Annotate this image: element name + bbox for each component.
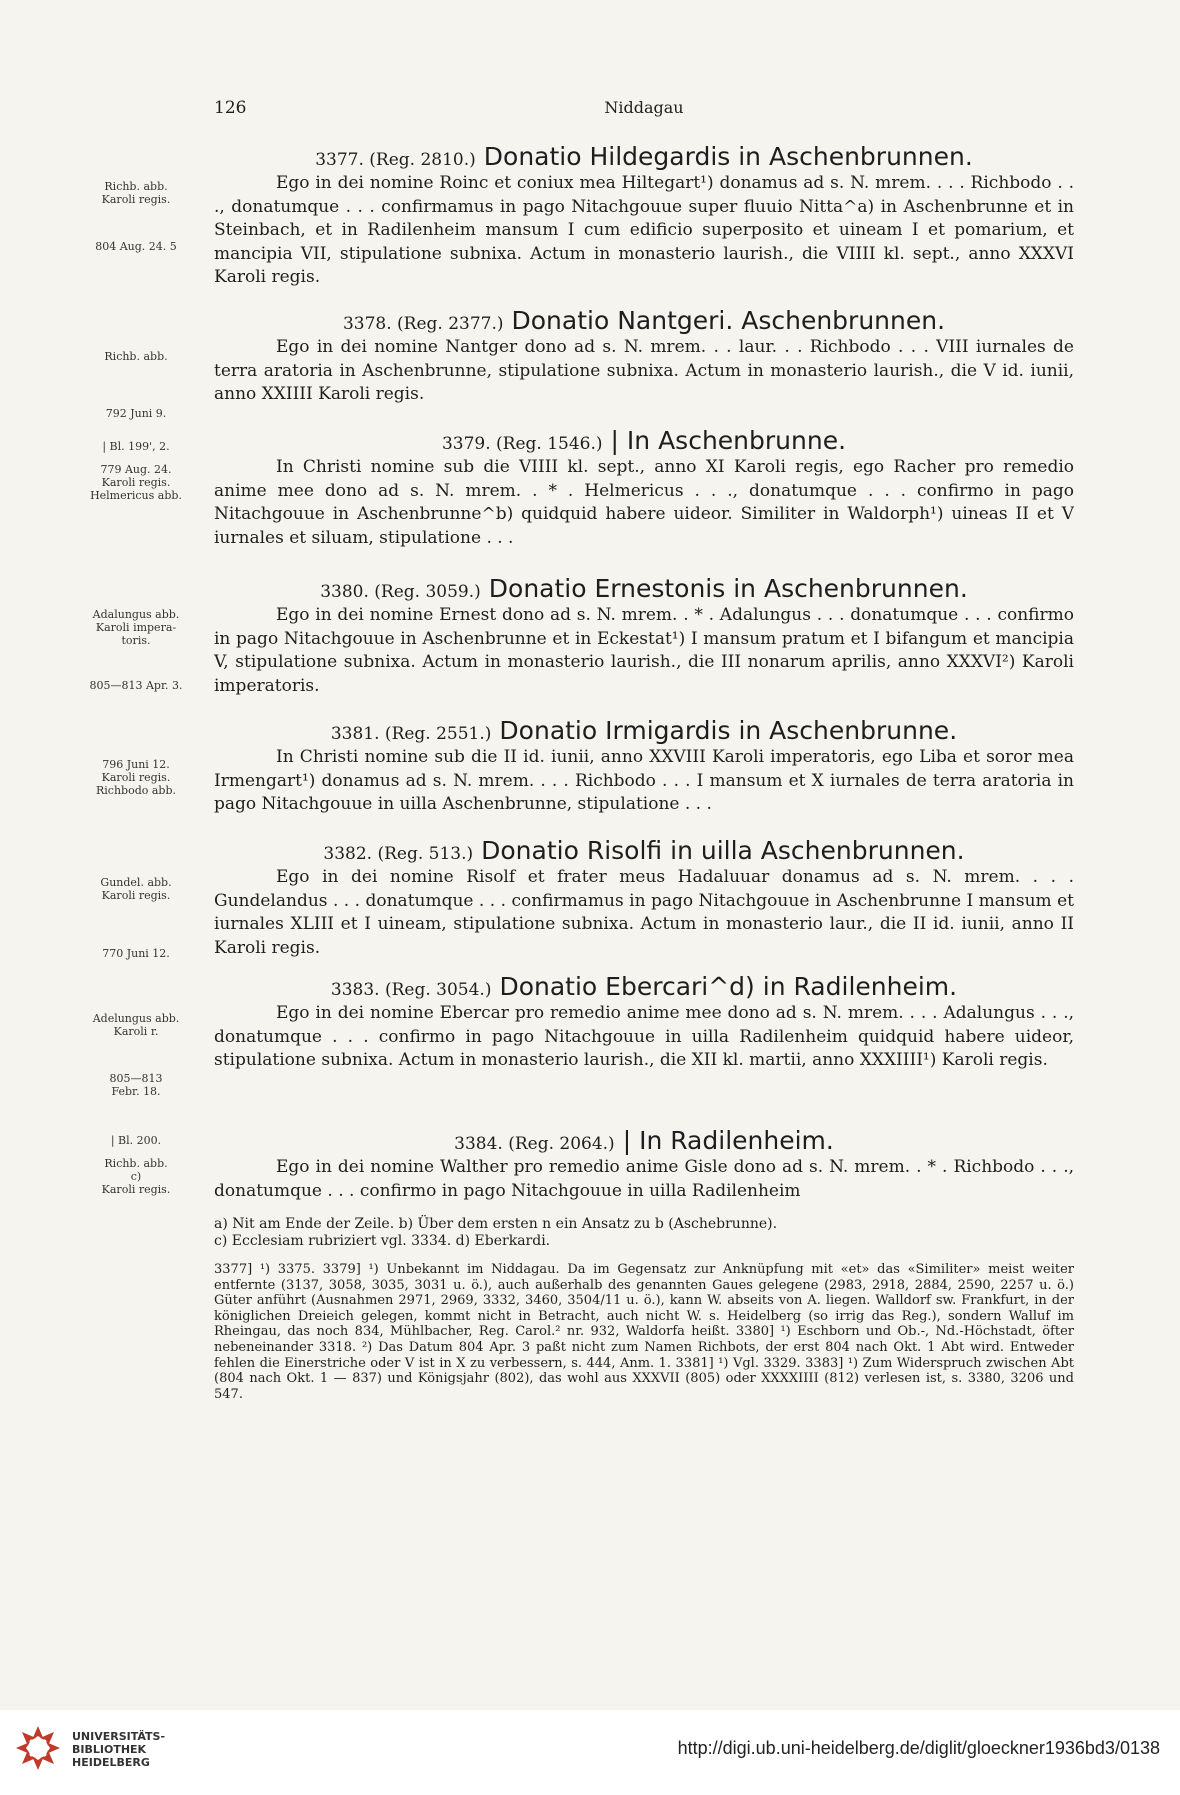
- entry-text: Ego in dei nomine Walther pro remedio anime Gisle dono ad s. N. mrem. . * . Richbodo . . ., donatumque . . . confirmo in pago Nitachgouue in uilla Radilenheim: [214, 1157, 1074, 1201]
- entry-title: 3381. (Reg. 2551.) Donatio Irmigardis in Aschenbrunne.: [330, 716, 958, 745]
- entry-text: Ego in dei nomine Risolf et frater meus Hadaluuar donamus ad s. N. mrem. . . . Gundelandus . . . donatumque . . . confirmamus in pago Nitachgouue in Aschenbrunne I mansum et iurnales XLIII et I uineam, stipulatione subnixa. Actum in monasterio laur., die II id. iunii, anno II Karoli regis.: [214, 867, 1074, 958]
- entry-text: Ego in dei nomine Roinc et coniux mea Hiltegart¹) donamus ad s. N. mrem. . . . Richbodo . . ., donatumque . . . confirmamus in pago Nitachgouue super fluuio Nitta^a) in Aschenbrunne et in Steinbach, et in Radilenheim mansum I cum edificio superposito et uineam I et pomarium, et mancipia VII, stipulatione subnixa. Actum in monasterio laurish., die VIIII kl. sept., anno XXXVI Karoli regis.: [214, 173, 1074, 288]
- commentary-notes: 3377] ¹) 3375. 3379] ¹) Unbekannt im Niddagau. Da im Gegensatz zur Anknüpfung mit «et» das «Similiter» meist weiter entfernte (3137, 3058, 3035, 3031 u. ö.), auch außerhalb des genannten Gaues gelegene (2983, 2918, 2884, 2590, 2257 u. ö.) Güter anführt (Ausnahmen 2971, 2969, 3332, 3460, 3504/11 u. ö.), kann W. abseits von A. liegen. Walldorf sw. Frankfurt, in der königlichen Dreieich gelegen, kommt nicht in Betracht, auch nicht W. s. Heidelberg (so irrig das Reg.), sondern Walluf im Rheingau, das noch 834, Mühlbacher, Reg. Carol.² nr. 932, Waldorfa heißt. 3380] ¹) Eschborn und Ob.-, Nd.-Höchstadt, öfter nebeneinander 3318. ²) Das Datum 804 Apr. 3 paßt nicht zum Namen Richbots, der erst 804 nach Okt. 1 Abt wird. Entweder fehlen die Einerstriche oder V ist in X zu verbessern, s. 444, Anm. 1. 3381] ¹) Vgl. 3329. 3383] ¹) Zum Widerspruch zwischen Abt (804 nach Okt. 1 — 837) und Königsjahr (802), das wohl aus XXXVII (805) oder XXXXIIII (812) verlesen ist, s. 3380, 3206 und 547.: [214, 1262, 1074, 1402]
- entry-title: 3377. (Reg. 2810.) Donatio Hildegardis in Aschenbrunnen.: [315, 142, 973, 171]
- page-number: 126: [214, 98, 247, 118]
- margin-notes: | Bl. 199', 2. 779 Aug. 24. Karoli regis. Helmericus abb.: [90, 440, 182, 502]
- charter-entry: [214, 836, 1074, 985]
- charter-entry: [214, 142, 1074, 291]
- entry-title: 3383. (Reg. 3054.) Donatio Ebercari^d) in Radilenheim.: [330, 972, 958, 1001]
- entry-text: Ego in dei nomine Ebercar pro remedio anime mee dono ad s. N. mrem. . . . Adalungus . . ., donatumque . . . confirmo in pago Nitachgouue in uilla Radilenheim quidquid habere uideor, stipulatione subnixa. Actum in monasterio laurish., die XII kl. martii, anno XXXIIII¹) Karoli regis.: [214, 1003, 1074, 1071]
- margin-notes: Gundel. abb. Karoli regis. 770 Juni 12.: [100, 876, 172, 960]
- margin-notes: 796 Juni 12. Karoli regis. Richbodo abb.: [95, 758, 176, 797]
- entry-title: 3382. (Reg. 513.) Donatio Risolfi in uilla Aschenbrunnen.: [323, 836, 965, 865]
- running-title: Niddagau: [604, 98, 684, 117]
- charter-entry: [214, 574, 1074, 723]
- entry-text: In Christi nomine sub die VIIII kl. sept., anno XI Karoli regis, ego Racher pro remedio anime mee dono ad s. N. mrem. . * . Helmericus . . ., donatumque . . . confirmo in pago Nitachgouue in Aschenbrunne^b) quidquid habere uideor. Similiter in Waldorph¹) uineas II et V iurnales et siluam, stipulatione . . .: [214, 457, 1074, 548]
- entry-title: 3380. (Reg. 3059.) Donatio Ernestonis in Aschenbrunnen.: [320, 574, 968, 603]
- charter-entry: [214, 972, 1074, 1121]
- library-name: UNIVERSITÄTS- BIBLIOTHEK HEIDELBERG: [72, 1730, 166, 1769]
- charter-entry: [214, 1126, 1074, 1206]
- margin-notes: Adelungus abb. Karoli r. 805—813 Febr. 18.: [92, 1012, 180, 1098]
- entry-text: In Christi nomine sub die II id. iunii, anno XXVIII Karoli imperatoris, ego Liba et soror mea Irmengart¹) donamus ad s. N. mrem. . . . Richbodo . . . I mansum et X iurnales de terra aratoria in pago Nitachgouue in uilla Aschenbrunne, stipulatione . . .: [214, 747, 1074, 815]
- source-url-link[interactable]: http://digi.ub.uni-heidelberg.de/diglit/gloeckner1936bd3/0138: [677, 1738, 1160, 1758]
- charter-entry: [214, 426, 1074, 575]
- entry-text: Ego in dei nomine Ernest dono ad s. N. mrem. . * . Adalungus . . . donatumque . . . confirmo in pago Nitachgouue in Aschenbrunne et in Eckestat¹) I mansum pratum et I bifangum et mancipia V, stipulatione subnixa. Actum in monasterio laurish., die III nonarum aprilis, anno XXXVI²) Karoli imperatoris.: [214, 605, 1074, 696]
- library-logo-icon: [14, 1724, 62, 1772]
- margin-notes: Richb. abb. Karoli regis. 804 Aug. 24. 5: [95, 180, 177, 253]
- note-line: c) Ecclesiam rubriziert vgl. 3334. d) Eberkardi.: [214, 1233, 551, 1249]
- entry-title: 3384. (Reg. 2064.) | In Radilenheim.: [454, 1126, 834, 1155]
- margin-notes: Adalungus abb. Karoli impera- toris. 805—813 Apr. 3.: [89, 608, 183, 692]
- page-header: [214, 98, 1074, 122]
- note-line: a) Nit am Ende der Zeile. b) Über dem ersten n ein Ansatz zu b (Aschebrunne).: [214, 1216, 778, 1232]
- footer-bar: [0, 1710, 1180, 1795]
- entry-title: 3378. (Reg. 2377.) Donatio Nantgeri. Aschenbrunnen.: [342, 306, 946, 335]
- entry-title: 3379. (Reg. 1546.) | In Aschenbrunne.: [441, 426, 847, 455]
- margin-notes: Richb. abb. 792 Juni 9.: [104, 350, 168, 420]
- margin-notes: | Bl. 200. Richb. abb. c) Karoli regis.: [101, 1134, 171, 1196]
- textual-notes: [214, 1216, 1074, 1250]
- entry-text: Ego in dei nomine Nantger dono ad s. N. mrem. . . laur. . . Richbodo . . . VIII iurnales de terra aratoria in Aschenbrunne, stipulatione subnixa. Actum in monasterio laurish., die V id. iunii, anno XXIIII Karoli regis.: [214, 337, 1074, 405]
